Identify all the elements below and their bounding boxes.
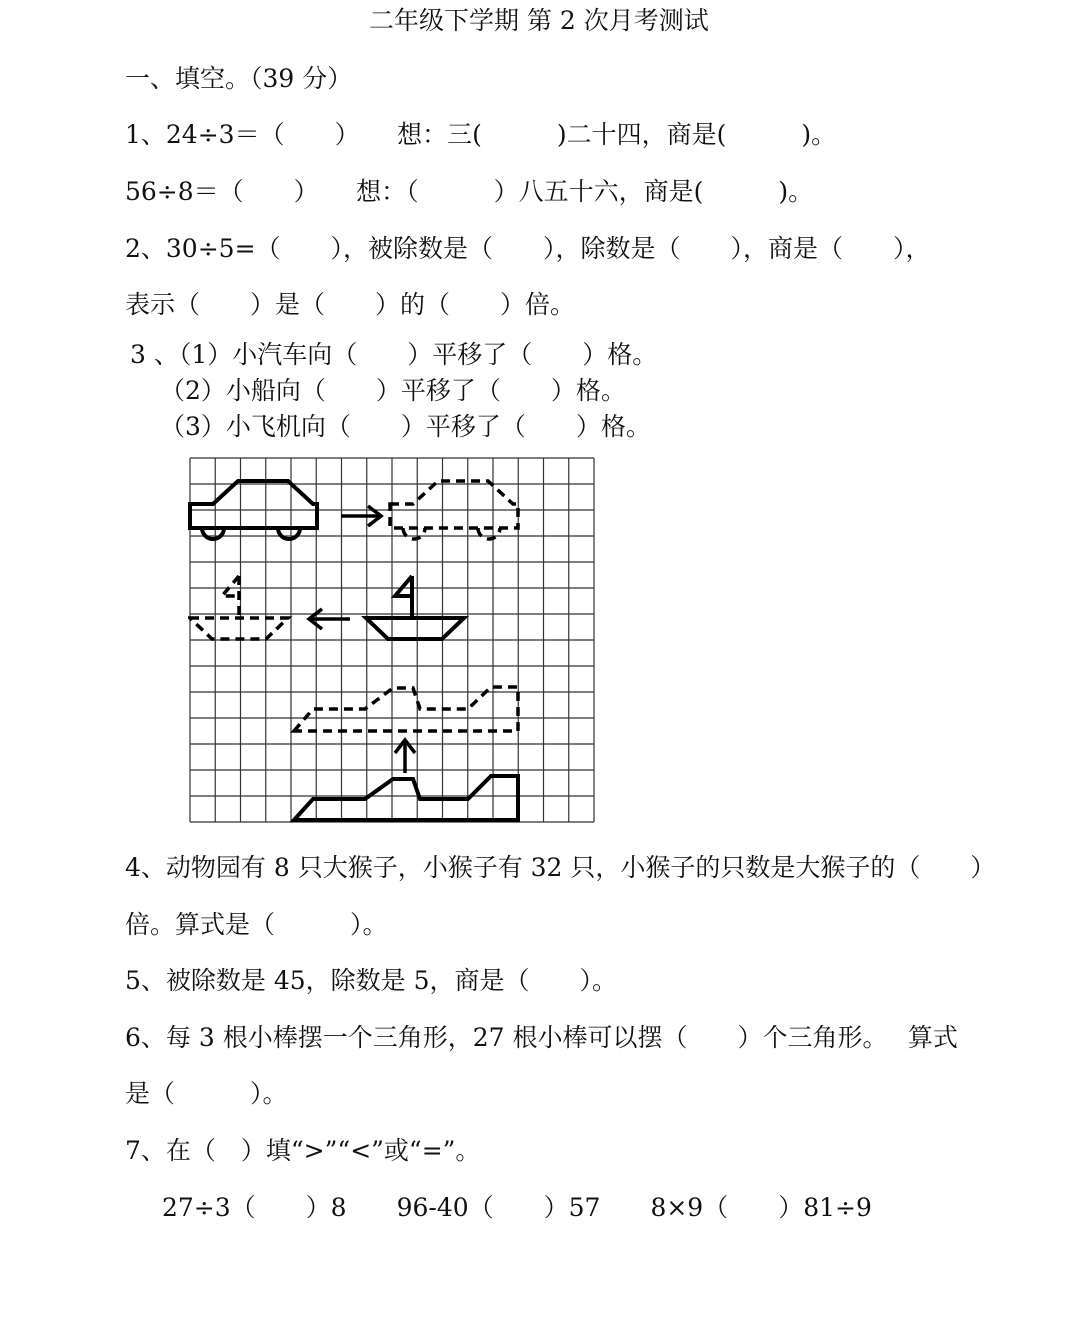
question-2-line-1: 2、30÷5=（ ），被除数是（ ），除数是（ ），商是（ ），	[125, 234, 931, 263]
question-7-line-2: 27÷3（ ）8 96-40（ ）57 8×9（ ）81÷9	[162, 1193, 872, 1222]
arrow-right-icon	[341, 506, 381, 526]
boat-solid-shape	[366, 576, 464, 639]
question-7-line-1: 7、在（ ）填“>”“<”或“=”。	[125, 1136, 481, 1165]
arrow-left-icon	[309, 609, 350, 629]
question-6-line-1: 6、每 3 根小棒摆一个三角形，27 根小棒可以摆（ ）个三角形。 算式	[125, 1023, 958, 1052]
question-4-line-2: 倍。算式是（ ）。	[125, 910, 388, 939]
question-6-line-2: 是（ ）。	[125, 1079, 288, 1108]
section-heading: 一、填空。（39 分）	[125, 64, 353, 93]
plane-solid-shape	[294, 776, 518, 820]
question-3-line-2: （2）小船向（ ）平移了（ ）格。	[160, 376, 626, 405]
question-1-line-1: 1、24÷3＝（ ） 想：三( )二十四，商是( )。	[125, 120, 837, 149]
question-2-line-2: 表示（ ）是（ ）的（ ）倍。	[125, 290, 576, 319]
question-3-line-3: （3）小飞机向（ ）平移了（ ）格。	[160, 412, 651, 441]
grid-svg	[188, 456, 596, 824]
plane-dashed-shape	[294, 687, 518, 731]
question-3-line-1: 3 、（1）小汽车向（ ）平移了（ ）格。	[130, 340, 658, 369]
arrow-up-icon	[395, 740, 415, 773]
question-5: 5、被除数是 45，除数是 5，商是（ ）。	[125, 966, 618, 995]
question-4-line-1: 4、动物园有 8 只大猴子，小猴子有 32 只，小猴子的只数是大猴子的（ ）	[125, 853, 996, 882]
page-title: 二年级下学期 第 2 次月考测试	[369, 6, 709, 35]
translation-grid-figure	[188, 456, 596, 824]
question-1-line-2: 56÷8＝（ ） 想：（ ）八五十六，商是( )。	[125, 177, 814, 206]
boat-dashed-shape	[190, 576, 288, 639]
